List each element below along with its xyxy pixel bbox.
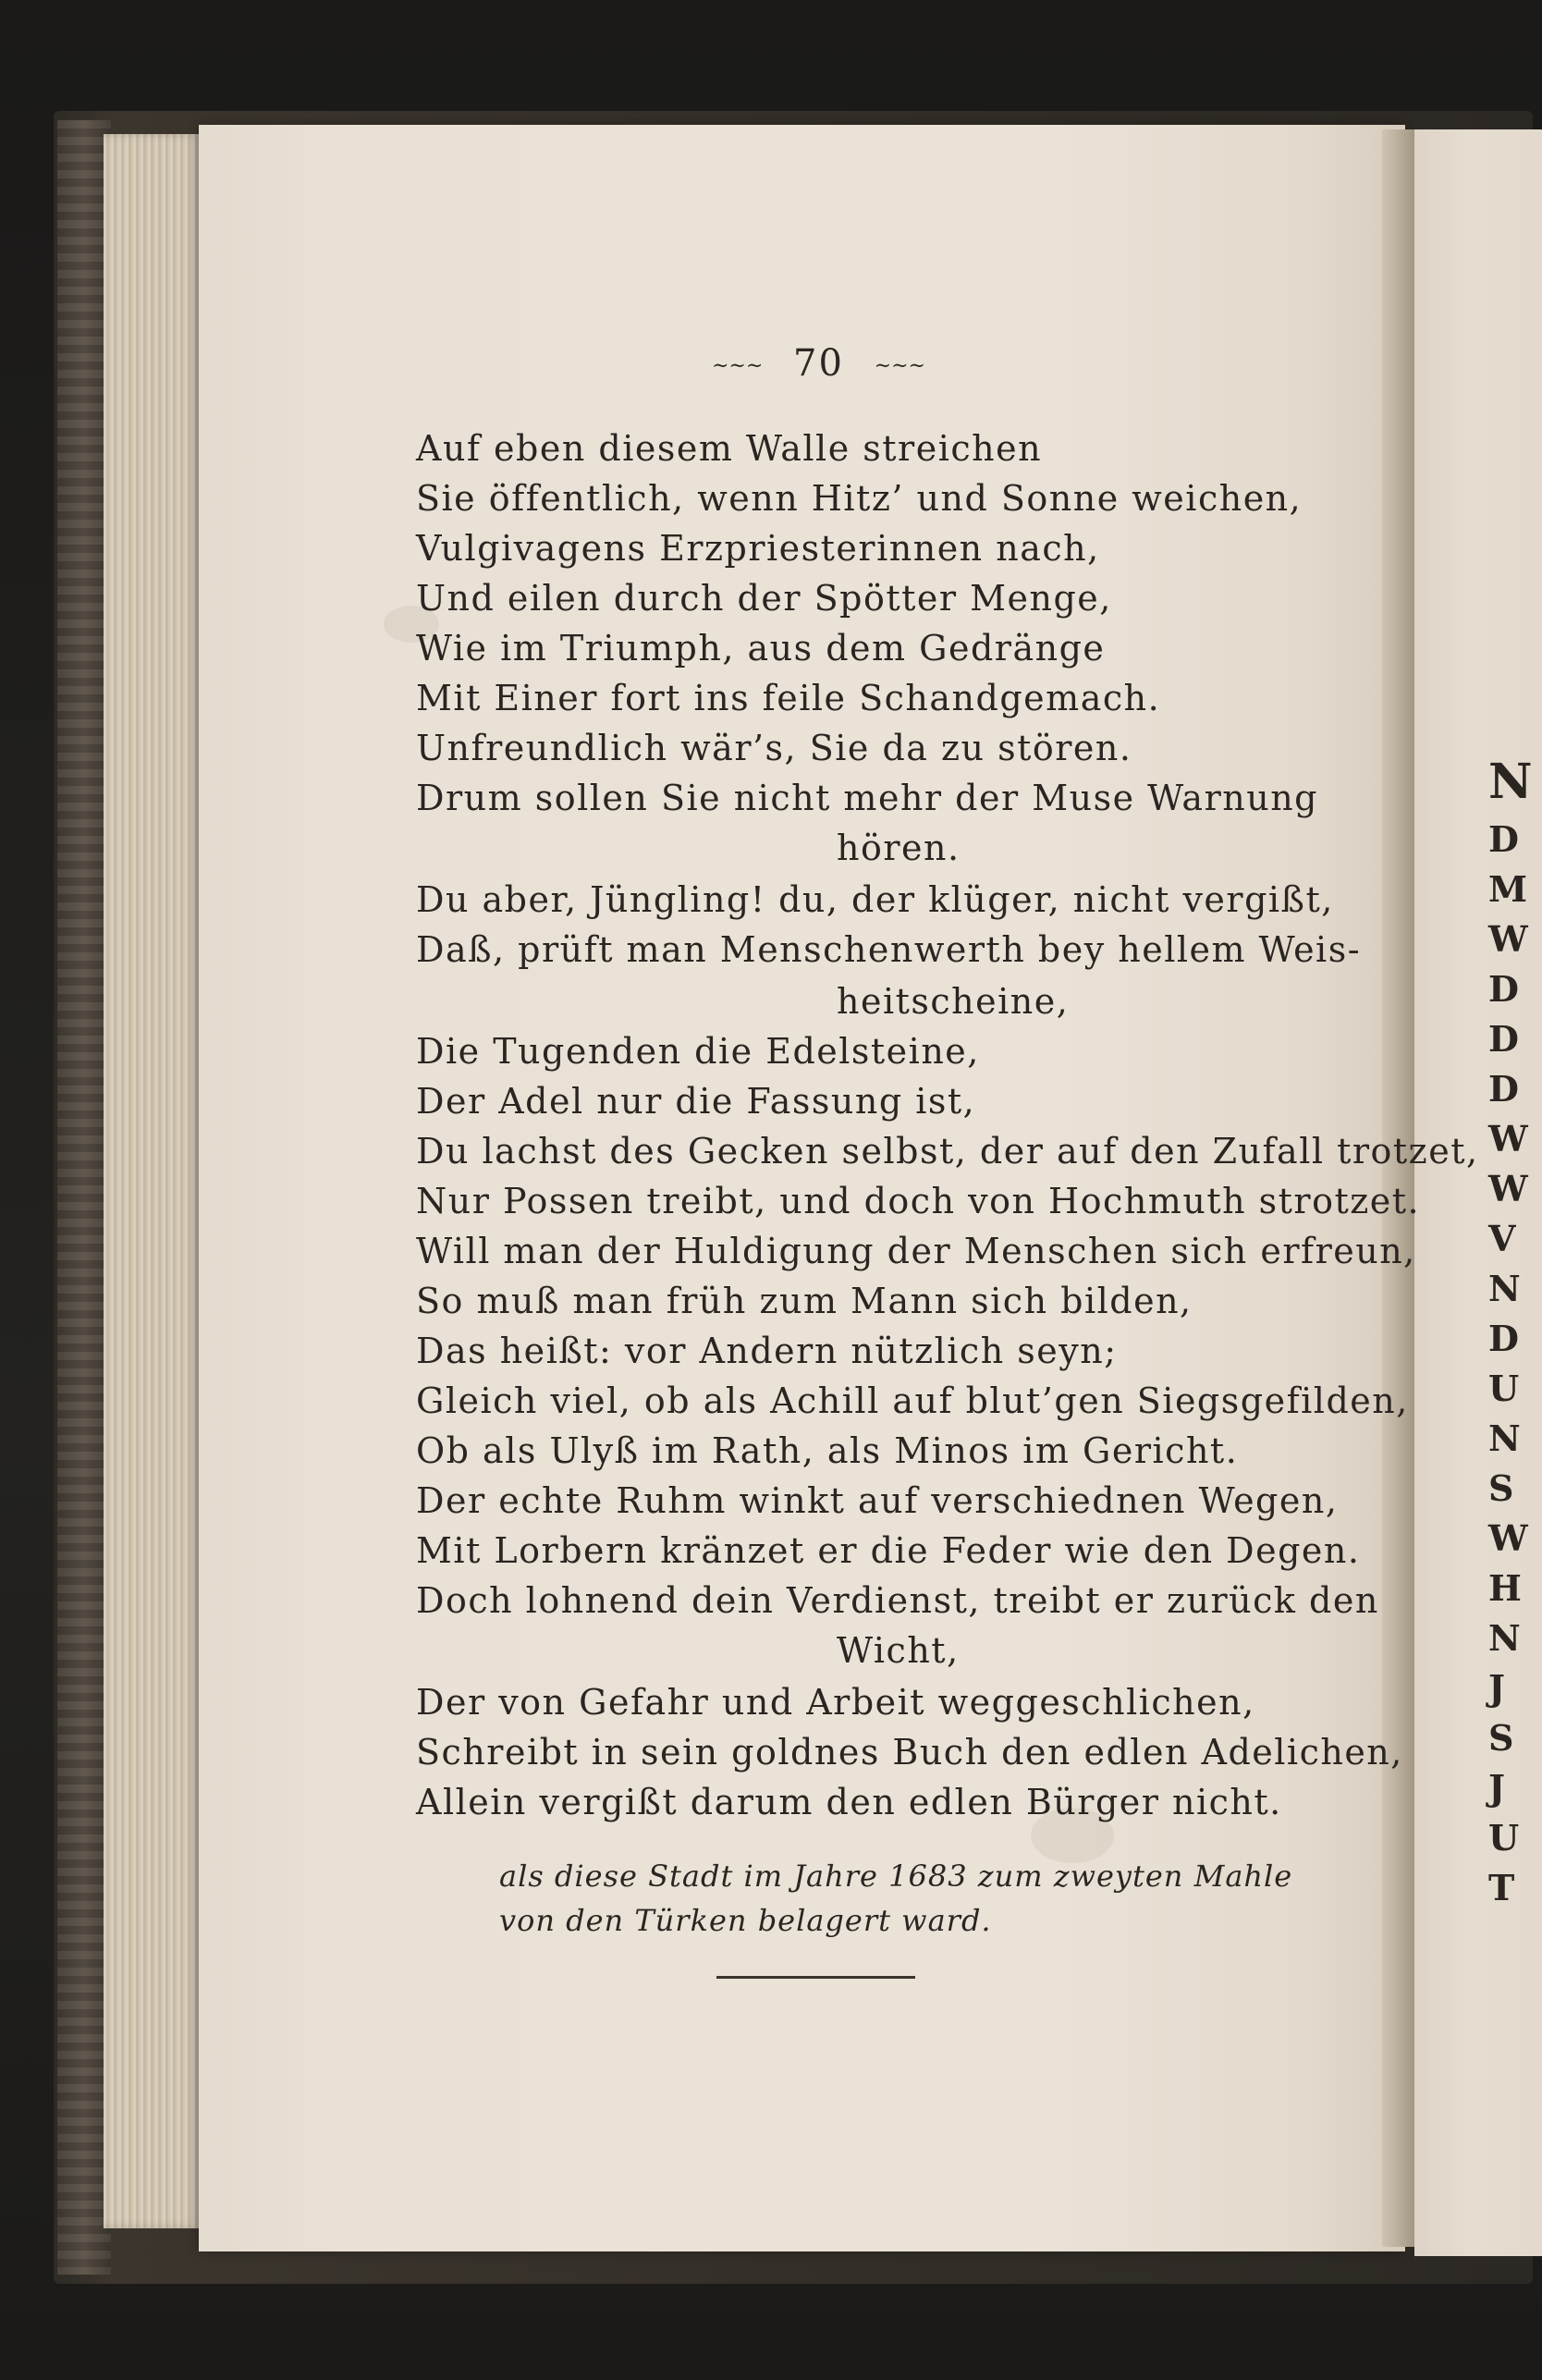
facing-page-letter: U — [1488, 1368, 1520, 1409]
poem-line-continuation: Wicht, — [837, 1630, 960, 1671]
facing-page-letter: W — [1488, 1517, 1528, 1559]
facing-page-letter: N — [1488, 1417, 1521, 1459]
facing-page-letter: U — [1488, 1817, 1520, 1859]
poem-line: Das heißt: vor Andern nützlich seyn; — [416, 1331, 1118, 1371]
poem-line: Du lachst des Gecken selbst, der auf den Zufall trotzet, — [416, 1131, 1479, 1172]
facing-page-letter: N — [1488, 1617, 1521, 1659]
poem-line: Will man der Huldigung der Menschen sich erfreun, — [416, 1231, 1416, 1271]
page-edges — [104, 134, 201, 2228]
facing-page-letter: D — [1488, 1318, 1519, 1359]
poem-line: Drum sollen Sie nicht mehr der Muse Warnung — [416, 778, 1318, 818]
poem-line: Du aber, Jüngling! du, der klüger, nicht vergißt, — [416, 879, 1334, 920]
facing-page-letter: D — [1488, 1068, 1519, 1110]
poem-line: Mit Einer fort ins feile Schandgemach. — [416, 678, 1161, 718]
facing-page-letter: W — [1488, 1168, 1528, 1209]
poem-line: Unfreundlich wär’s, Sie da zu stören. — [416, 728, 1132, 768]
page-header — [712, 342, 989, 385]
facing-page-letter: N — [1488, 1268, 1521, 1309]
facing-page-letter: H — [1488, 1567, 1522, 1609]
poem-line: Nur Possen treibt, und doch von Hochmuth strotzet. — [416, 1181, 1421, 1221]
facing-page-letter: T — [1488, 1867, 1515, 1908]
poem-line: Und eilen durch der Spötter Menge, — [416, 578, 1112, 619]
footnote-line: von den Türken belagert ward. — [499, 1903, 992, 1938]
footnote-line: als diese Stadt im Jahre 1683 zum zweyten Mahle — [499, 1859, 1293, 1894]
facing-page-letter: S — [1488, 1717, 1514, 1759]
poem-line-continuation: heitscheine, — [837, 981, 1070, 1022]
poem-line: Gleich viel, ob als Achill auf blut’gen Siegsgefilden, — [416, 1380, 1409, 1421]
poem-line-continuation: hören. — [837, 828, 961, 868]
poem-line: Ob als Ulyß im Rath, als Minos im Gericht. — [416, 1430, 1239, 1471]
facing-page-letter: D — [1488, 1018, 1519, 1060]
page-number: 70 — [793, 342, 844, 385]
poem-line: Mit Lorbern kränzet er die Feder wie den Degen. — [416, 1530, 1361, 1571]
poem-line: Die Tugenden die Edelsteine, — [416, 1031, 980, 1072]
poem-line: Wie im Triumph, aus dem Gedränge — [416, 628, 1106, 669]
facing-page-letter: D — [1488, 818, 1519, 860]
poem-line: Der echte Ruhm winkt auf verschiednen Wegen, — [416, 1480, 1339, 1521]
poem-line: Vulgivagens Erzpriesterinnen nach, — [416, 528, 1100, 569]
poem-line: So muß man früh zum Mann sich bilden, — [416, 1281, 1193, 1321]
facing-page-letter: N — [1488, 754, 1533, 810]
poem-line: Schreibt in sein goldnes Buch den edlen Adelichen, — [416, 1732, 1403, 1773]
facing-page — [1414, 129, 1542, 2256]
poem-line: Allein vergißt darum den edlen Bürger nicht. — [416, 1782, 1282, 1822]
poem-line: Doch lohnend dein Verdienst, treibt er zurück den — [416, 1580, 1379, 1621]
closing-rule — [716, 1976, 915, 1979]
facing-page-letter: D — [1488, 968, 1519, 1010]
poem-line: Auf eben diesem Walle streichen — [416, 428, 1043, 469]
poem-line: Der von Gefahr und Arbeit weggeschlichen, — [416, 1682, 1255, 1723]
poem-line: Der Adel nur die Fassung ist, — [416, 1081, 976, 1122]
header-ornament-left: ~~~ — [712, 354, 764, 378]
facing-page-letter: S — [1488, 1467, 1514, 1509]
facing-page-letter: W — [1488, 1118, 1528, 1159]
header-ornament-right: ~~~ — [874, 354, 925, 378]
poem-line: Daß, prüft man Menschenwerth bey hellem Weis- — [416, 929, 1362, 970]
poem-line: Sie öffentlich, wenn Hitz’ und Sonne weichen, — [416, 478, 1303, 519]
facing-page-letter: W — [1488, 918, 1528, 960]
facing-page-letter: V — [1488, 1218, 1516, 1259]
facing-page-letter: J — [1488, 1767, 1505, 1809]
facing-page-letter: J — [1488, 1667, 1505, 1709]
facing-page-letter: M — [1488, 868, 1528, 910]
